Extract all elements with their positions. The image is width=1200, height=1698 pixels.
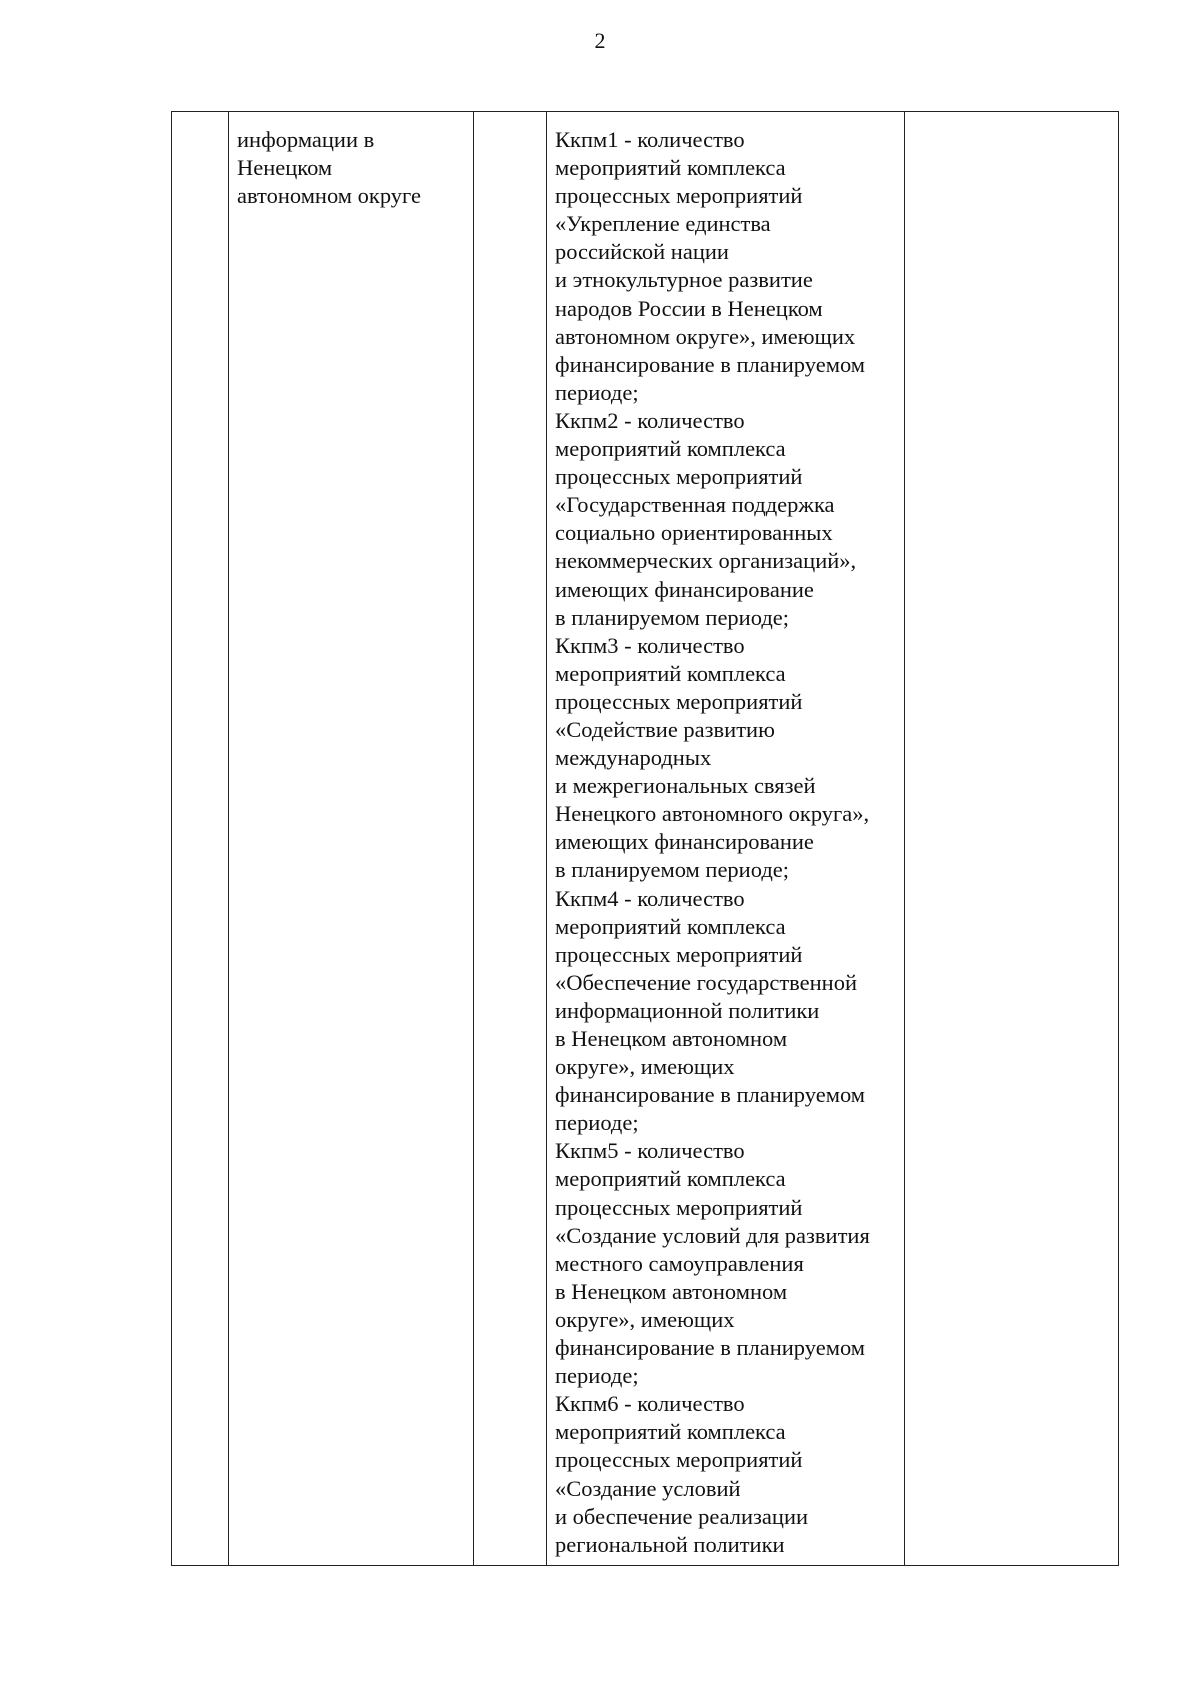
cell-text-line: в планируемом периоде;: [555, 857, 790, 883]
cell-text-line: «Государственная поддержка: [555, 492, 835, 518]
cell-text-line: Ккпм1 - количество: [555, 127, 745, 152]
cell-text-line: «Создание условий: [555, 1475, 741, 1501]
cell-text-line: мероприятий комплекса: [555, 1166, 786, 1192]
cell-text-line: мероприятий комплекса: [555, 913, 786, 939]
cell-text-line: финансирование в планируемом: [555, 351, 866, 377]
cell-text-line: автономном округе», имеющих: [555, 323, 856, 349]
cell-text-line: процессных мероприятий: [555, 1194, 803, 1220]
cell-text-line: Ненецкого автономного округа»,: [555, 801, 870, 827]
cell-text-line: и межрегиональных связей: [555, 773, 816, 799]
cell-text-line: «Создание условий для развития: [555, 1222, 870, 1248]
cell-text-line: «Содействие развитию: [555, 716, 775, 742]
document-table: [171, 111, 1119, 1566]
table-row: [172, 112, 1119, 1566]
cell-text-line: некоммерческих организаций»,: [555, 548, 857, 574]
cell-text-line: информации в: [237, 127, 375, 152]
cell-text-line: мероприятий комплекса: [555, 436, 786, 462]
cell-name-text: [229, 112, 473, 210]
cell-text-line: местного самоуправления: [555, 1250, 804, 1276]
cell-text-line: Ккпм5 - количество: [555, 1138, 745, 1164]
cell-text-line: мероприятий комплекса: [555, 155, 786, 181]
cell-text-line: в Ненецком автономном: [555, 1278, 788, 1304]
cell-text-line: процессных мероприятий: [555, 1447, 803, 1473]
cell-text-line: имеющих финансирование: [555, 576, 814, 602]
cell-text-line: округе», имеющих: [555, 1306, 735, 1332]
cell-text-line: международных: [555, 745, 712, 771]
cell-text-line: периоде;: [555, 379, 639, 405]
cell-text-line: процессных мероприятий: [555, 688, 803, 714]
cell-text-line: и этнокультурное развитие: [555, 267, 813, 293]
cell-text-line: процессных мероприятий: [555, 464, 803, 490]
cell-text-line: процессных мероприятий: [555, 183, 803, 209]
cell-text-line: народов России в Ненецком: [555, 295, 823, 321]
cell-text-line: Ккпм6 - количество: [555, 1391, 745, 1417]
cell-text-line: «Укрепление единства: [555, 211, 771, 237]
cell-text-line: Ккпм2 - количество: [555, 407, 745, 433]
cell-formula-text: [547, 112, 904, 1559]
table-cell-formula: [547, 112, 905, 1566]
table-cell-number: [172, 112, 229, 1566]
cell-text-line: мероприятий комплекса: [555, 660, 786, 686]
cell-text-line: периоде;: [555, 1110, 639, 1136]
cell-text-line: имеющих финансирование: [555, 829, 814, 855]
cell-text-line: процессных мероприятий: [555, 941, 803, 967]
page-number: 2: [594, 28, 606, 53]
cell-text-line: Ккпм3 - количество: [555, 632, 745, 658]
cell-text-line: и обеспечение реализации: [555, 1503, 809, 1529]
cell-text-line: периоде;: [555, 1363, 639, 1389]
cell-text-line: региональной политики: [555, 1531, 785, 1557]
table-cell-unit: [474, 112, 547, 1566]
cell-text-line: социально ориентированных: [555, 520, 833, 546]
cell-text-line: автономном округе: [237, 183, 421, 209]
cell-text-line: российской нации: [555, 239, 729, 265]
cell-text-line: в Ненецком автономном: [555, 1026, 788, 1051]
cell-text-line: Ненецком: [237, 155, 333, 181]
table-cell-note: [905, 112, 1119, 1566]
cell-text-line: в планируемом периоде;: [555, 604, 790, 630]
cell-text-line: округе», имеющих: [555, 1054, 735, 1080]
table-cell-name: [229, 112, 474, 1566]
cell-text-line: «Обеспечение государственной: [555, 969, 858, 995]
cell-text-line: Ккпм4 - количество: [555, 885, 745, 911]
cell-text-line: мероприятий комплекса: [555, 1419, 786, 1445]
cell-text-line: финансирование в планируемом: [555, 1335, 866, 1361]
cell-text-line: финансирование в планируемом: [555, 1082, 866, 1108]
cell-text-line: информационной политики: [555, 997, 820, 1023]
